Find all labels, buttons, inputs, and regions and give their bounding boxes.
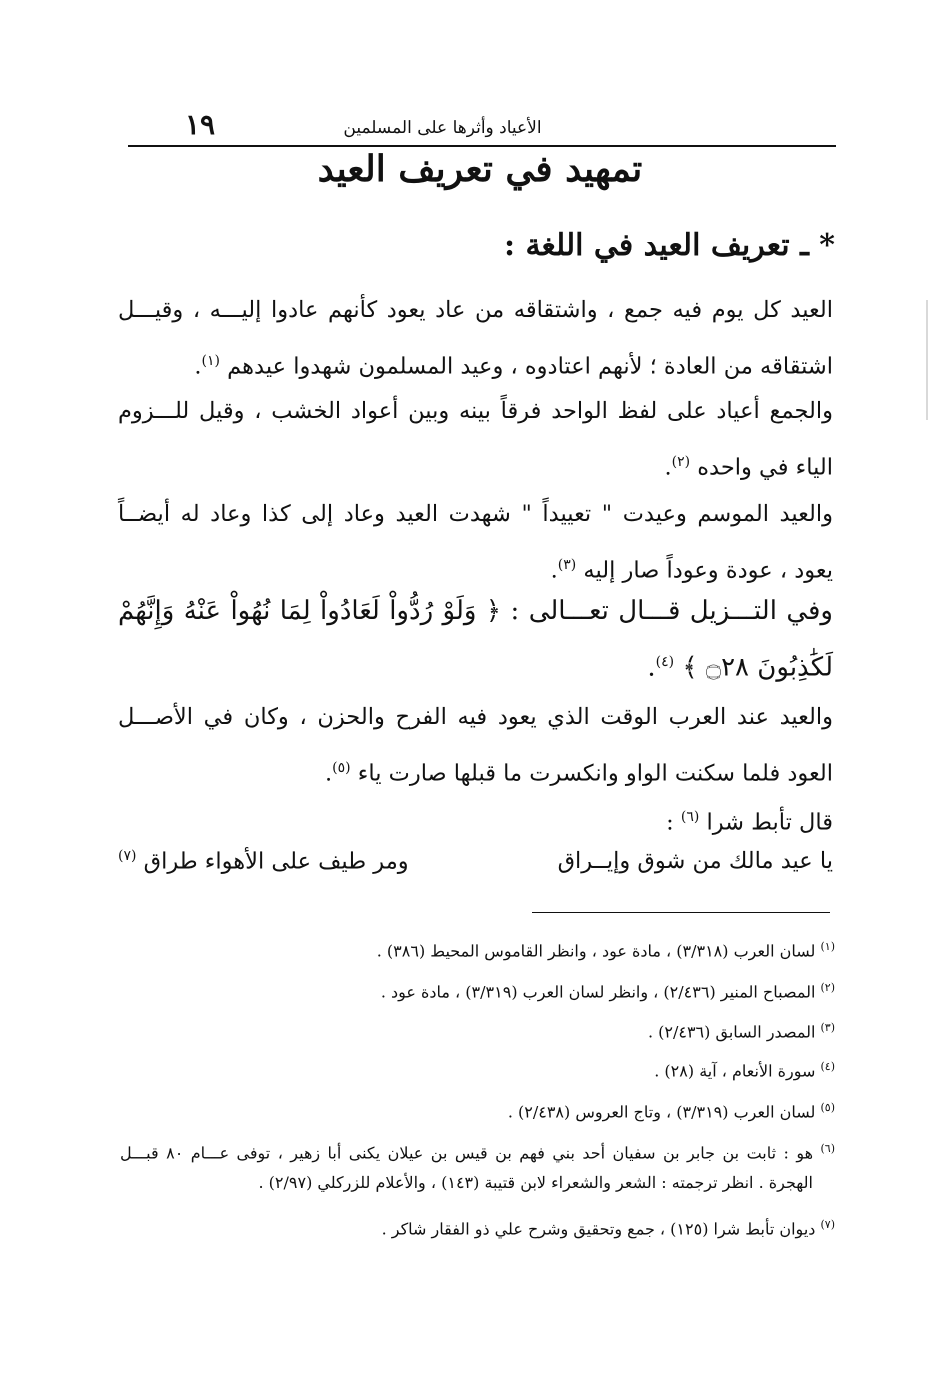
paragraph-line: الياء في واحده $^{(٢)}$. <box>664 454 833 481</box>
footnote-number: (١) <box>820 940 835 953</box>
verse-text: ومر طيف على الأهواء طراق <box>143 848 409 875</box>
paragraph-text: اشتقاقه من العادة ؛ لأنهم اعتادوه ، وعيد المسلمون شهدوا عيدهم <box>227 353 833 380</box>
footnote-7 <box>120 1210 835 1244</box>
footnote-ref: (٤) <box>655 654 675 670</box>
footnote-text: ديوان تأبط شرا (١٢٥) ، جمع وتحقيق وشرح علي ذو الفقار شاكر . <box>381 1219 816 1239</box>
paragraph-1 <box>118 285 833 393</box>
running-header-title: الأعياد وأثرها على المسلمين <box>343 118 542 138</box>
footnote-text: لسان العرب (٣/٣١٨) ، مادة عود ، وانظر القاموس المحيط (٣٨٦) . <box>376 941 816 961</box>
footnote-ref: (٢) <box>671 454 691 470</box>
verse-hemistich-2 <box>118 848 409 875</box>
paragraph-2 <box>118 386 833 494</box>
footnote-number: (٤) <box>820 1060 835 1073</box>
footnote-5 <box>120 1093 835 1127</box>
footnote-6 <box>120 1134 835 1198</box>
footnote-1 <box>120 932 835 966</box>
paragraph-5 <box>118 692 833 800</box>
footnote-line <box>120 1134 835 1168</box>
footnote-number: (٦) <box>820 1142 835 1155</box>
footnote-number: (٧) <box>820 1218 835 1231</box>
footnote-text: هو : ثابت بن جابر بن سفيان أحد بني فهم بن قيس بن عيلان يكنى أبا زهير ، توفى عـــام ٨٠ قبـــل <box>120 1143 814 1163</box>
paragraph-line: والجمع أعياد على لفظ الواحد فرقاً بينه وبين أعواد الخشب ، وقيل للـــزوم <box>118 398 833 424</box>
footnote-continuation: الهجرة . انظر ترجمته : الشعر والشعراء لابن قتيبة (١٤٣) ، والأعلام للزركلي (٢/٩٧) . <box>258 1173 813 1193</box>
paragraph-line: اشتقاقه من العادة ؛ لأنهم اعتادوه ، وعيد المسلمون شهدوا عيدهم $^{(١)}$. <box>194 353 833 380</box>
footnote-ref: (٦) <box>680 809 700 825</box>
paragraph-line: والعيد الموسم وعيدت " تعييداً " شهدت العيد وعاد إلى كذا وعاد له أيضــاً <box>118 501 833 527</box>
footnote-ref: (١) <box>201 353 221 369</box>
footnote-text: سورة الأنعام ، آية (٢٨) . <box>654 1061 816 1081</box>
paragraph-line: والعيد عند العرب الوقت الذي يعود فيه الفرح والحزن ، وكان في الأصـــل <box>118 704 833 730</box>
footnote-number: (٢) <box>820 981 835 994</box>
paragraph-text: العود فلما سكنت الواو وانكسرت ما قبلها صارت ياء <box>357 760 833 787</box>
page-number: ١٩ <box>184 108 216 141</box>
footnote-text: لسان العرب (٣/٣١٩) ، وتاج العروس (٢/٤٣٨) . <box>507 1102 816 1122</box>
section-heading: * ـ تعريف العيد في اللغة : <box>503 228 835 263</box>
footnote-3 <box>120 1013 835 1047</box>
quran-text: لَكَٰذِبُونَ ۝٢٨ ﴾ <box>682 652 833 683</box>
paragraph-text: قال تأبط شرا <box>706 809 833 836</box>
paragraph-3 <box>118 489 833 597</box>
paragraph-line: لَكَٰذِبُونَ ۝٢٨ ﴾ $^{(٤)}$. <box>647 652 833 683</box>
paragraph-line: العود فلما سكنت الواو وانكسرت ما قبلها صارت ياء $^{(٥)}$. <box>325 760 833 787</box>
poetry-verse <box>118 848 833 894</box>
paragraph-line: وفي التـــزيل قـــال تعـــالى : ﴿ وَلَوْ رُدُّواْ لَعَادُواْ لِمَا نُهُواْ عَنْهُ وَإِنَّهُمْ <box>118 596 833 626</box>
verse-hemistich-1: يا عيد مالك من شوق وإيــراق <box>557 848 833 874</box>
footnote-number: (٣) <box>820 1021 835 1034</box>
paragraph-line: العيد كل يوم فيه جمع ، واشتقاقه من عاد يعود كأنهم عادوا إليـــه ، وقيـــل <box>118 297 833 323</box>
footnote-separator <box>532 912 830 913</box>
chapter-title: تمهيد في تعريف العيد <box>317 148 643 190</box>
paragraph-text: يعود ، عودة وعوداً صار إليه <box>583 557 833 584</box>
footnote-ref: (٧) <box>118 848 137 864</box>
paragraph-text: الياء في واحده <box>697 454 833 481</box>
footnote-text: المصدر السابق (٢/٤٣٦) . <box>647 1022 816 1042</box>
paragraph-6 <box>118 792 833 849</box>
header-rule <box>128 145 836 147</box>
footnote-2 <box>120 973 835 1007</box>
paragraph-line: قال تأبط شرا $^{(٦)}$ : <box>666 809 833 836</box>
footnote-ref: (٣) <box>557 557 577 573</box>
footnote-number: (٥) <box>820 1101 835 1114</box>
paragraph-line: يعود ، عودة وعوداً صار إليه $^{(٣)}$. <box>550 557 833 584</box>
footnote-ref: (٥) <box>332 760 351 776</box>
footnote-4 <box>120 1052 835 1086</box>
footnote-text: المصباح المنير (٢/٤٣٦) ، وانظر لسان العرب (٣/٣١٩) ، مادة عود . <box>380 982 816 1002</box>
paragraph-4 <box>118 586 833 694</box>
scan-edge-mark <box>926 300 928 420</box>
